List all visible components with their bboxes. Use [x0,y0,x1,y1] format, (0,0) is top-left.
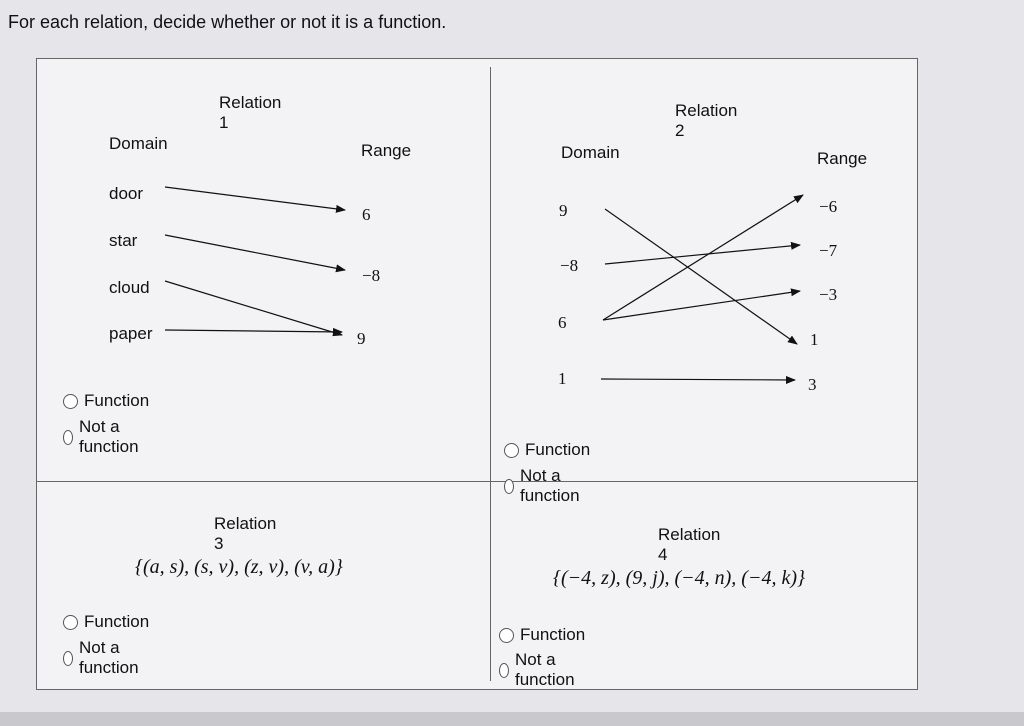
relation-2-range-neg7: −7 [819,241,838,260]
relation-2-domain-header: Domain [561,143,620,162]
bottom-bar [0,712,1024,726]
relation-3-set: {(a, s), (s, v), (z, v), (v, a)} [135,556,343,578]
radio-icon[interactable] [499,663,509,678]
relation-1-range-neg8: −8 [362,266,381,285]
r1-arrow-paper-9 [165,330,342,332]
relation-1-domain-star: star [109,231,138,250]
radio-icon[interactable] [63,651,73,666]
r2-arrow-6-neg6 [603,195,803,320]
relation-2-domain-9: 9 [559,201,568,220]
relation-1-option-function-label: Function [84,391,150,410]
relation-1-domain-cloud: cloud [109,278,150,297]
r2-arrow-6-neg3 [603,291,800,320]
relation-3-title: Relation 3 [214,514,277,553]
r1-arrow-star-neg8 [165,235,345,270]
r2-arrow-neg8-neg7 [605,245,800,264]
r2-arrow-1-3 [601,379,795,380]
relation-2-range-1: 1 [810,330,819,349]
relation-4-option-function-label: Function [520,625,586,644]
relation-2-domain-6: 6 [558,313,567,332]
relation-1-option-not-label: Not a function [79,417,139,456]
relation-3-option-function[interactable] [63,612,149,632]
relation-4-title: Relation 4 [658,525,721,564]
relation-2-domain-1: 1 [558,369,567,388]
radio-icon[interactable] [499,628,514,643]
relation-3-option-function-label: Function [84,612,150,631]
relation-2-domain-neg8: −8 [560,256,579,275]
relation-2-range-neg6: −6 [819,197,838,216]
relation-2-title: Relation 2 [675,101,738,140]
relation-4-option-not-function[interactable] [499,650,580,690]
relation-1-range-6: 6 [362,205,371,224]
relation-2-range-neg3: −3 [819,285,838,304]
r2-arrow-9-1 [605,209,797,344]
relation-1-domain-header: Domain [109,134,168,153]
instructions: For each relation, decide whether or not it is a function. [8,12,447,32]
r1-arrow-cloud-9 [165,281,342,335]
relation-4-option-not-label: Not a function [515,650,575,689]
relation-1-range-header: Range [361,141,412,160]
relation-3-option-not-function[interactable] [63,638,144,678]
mapping-arrows [37,59,917,689]
relation-3-option-not-label: Not a function [79,638,139,677]
relations-grid [36,58,918,690]
relation-1-domain-paper: paper [109,324,153,343]
relation-2-option-not-label: Not a function [520,466,580,505]
radio-icon[interactable] [63,615,78,630]
relation-1-range-9: 9 [357,329,366,348]
relation-2-range-3: 3 [808,375,817,394]
r1-arrow-door-6 [165,187,345,210]
relation-4-set: {(−4, z), (9, j), (−4, n), (−4, k)} [553,567,805,589]
relation-2-range-header: Range [817,149,868,168]
relation-1-title: Relation 1 [219,93,282,132]
relation-4-option-function[interactable] [499,625,585,645]
relation-2-option-function-label: Function [525,440,591,459]
relation-1-domain-door: door [109,184,144,203]
